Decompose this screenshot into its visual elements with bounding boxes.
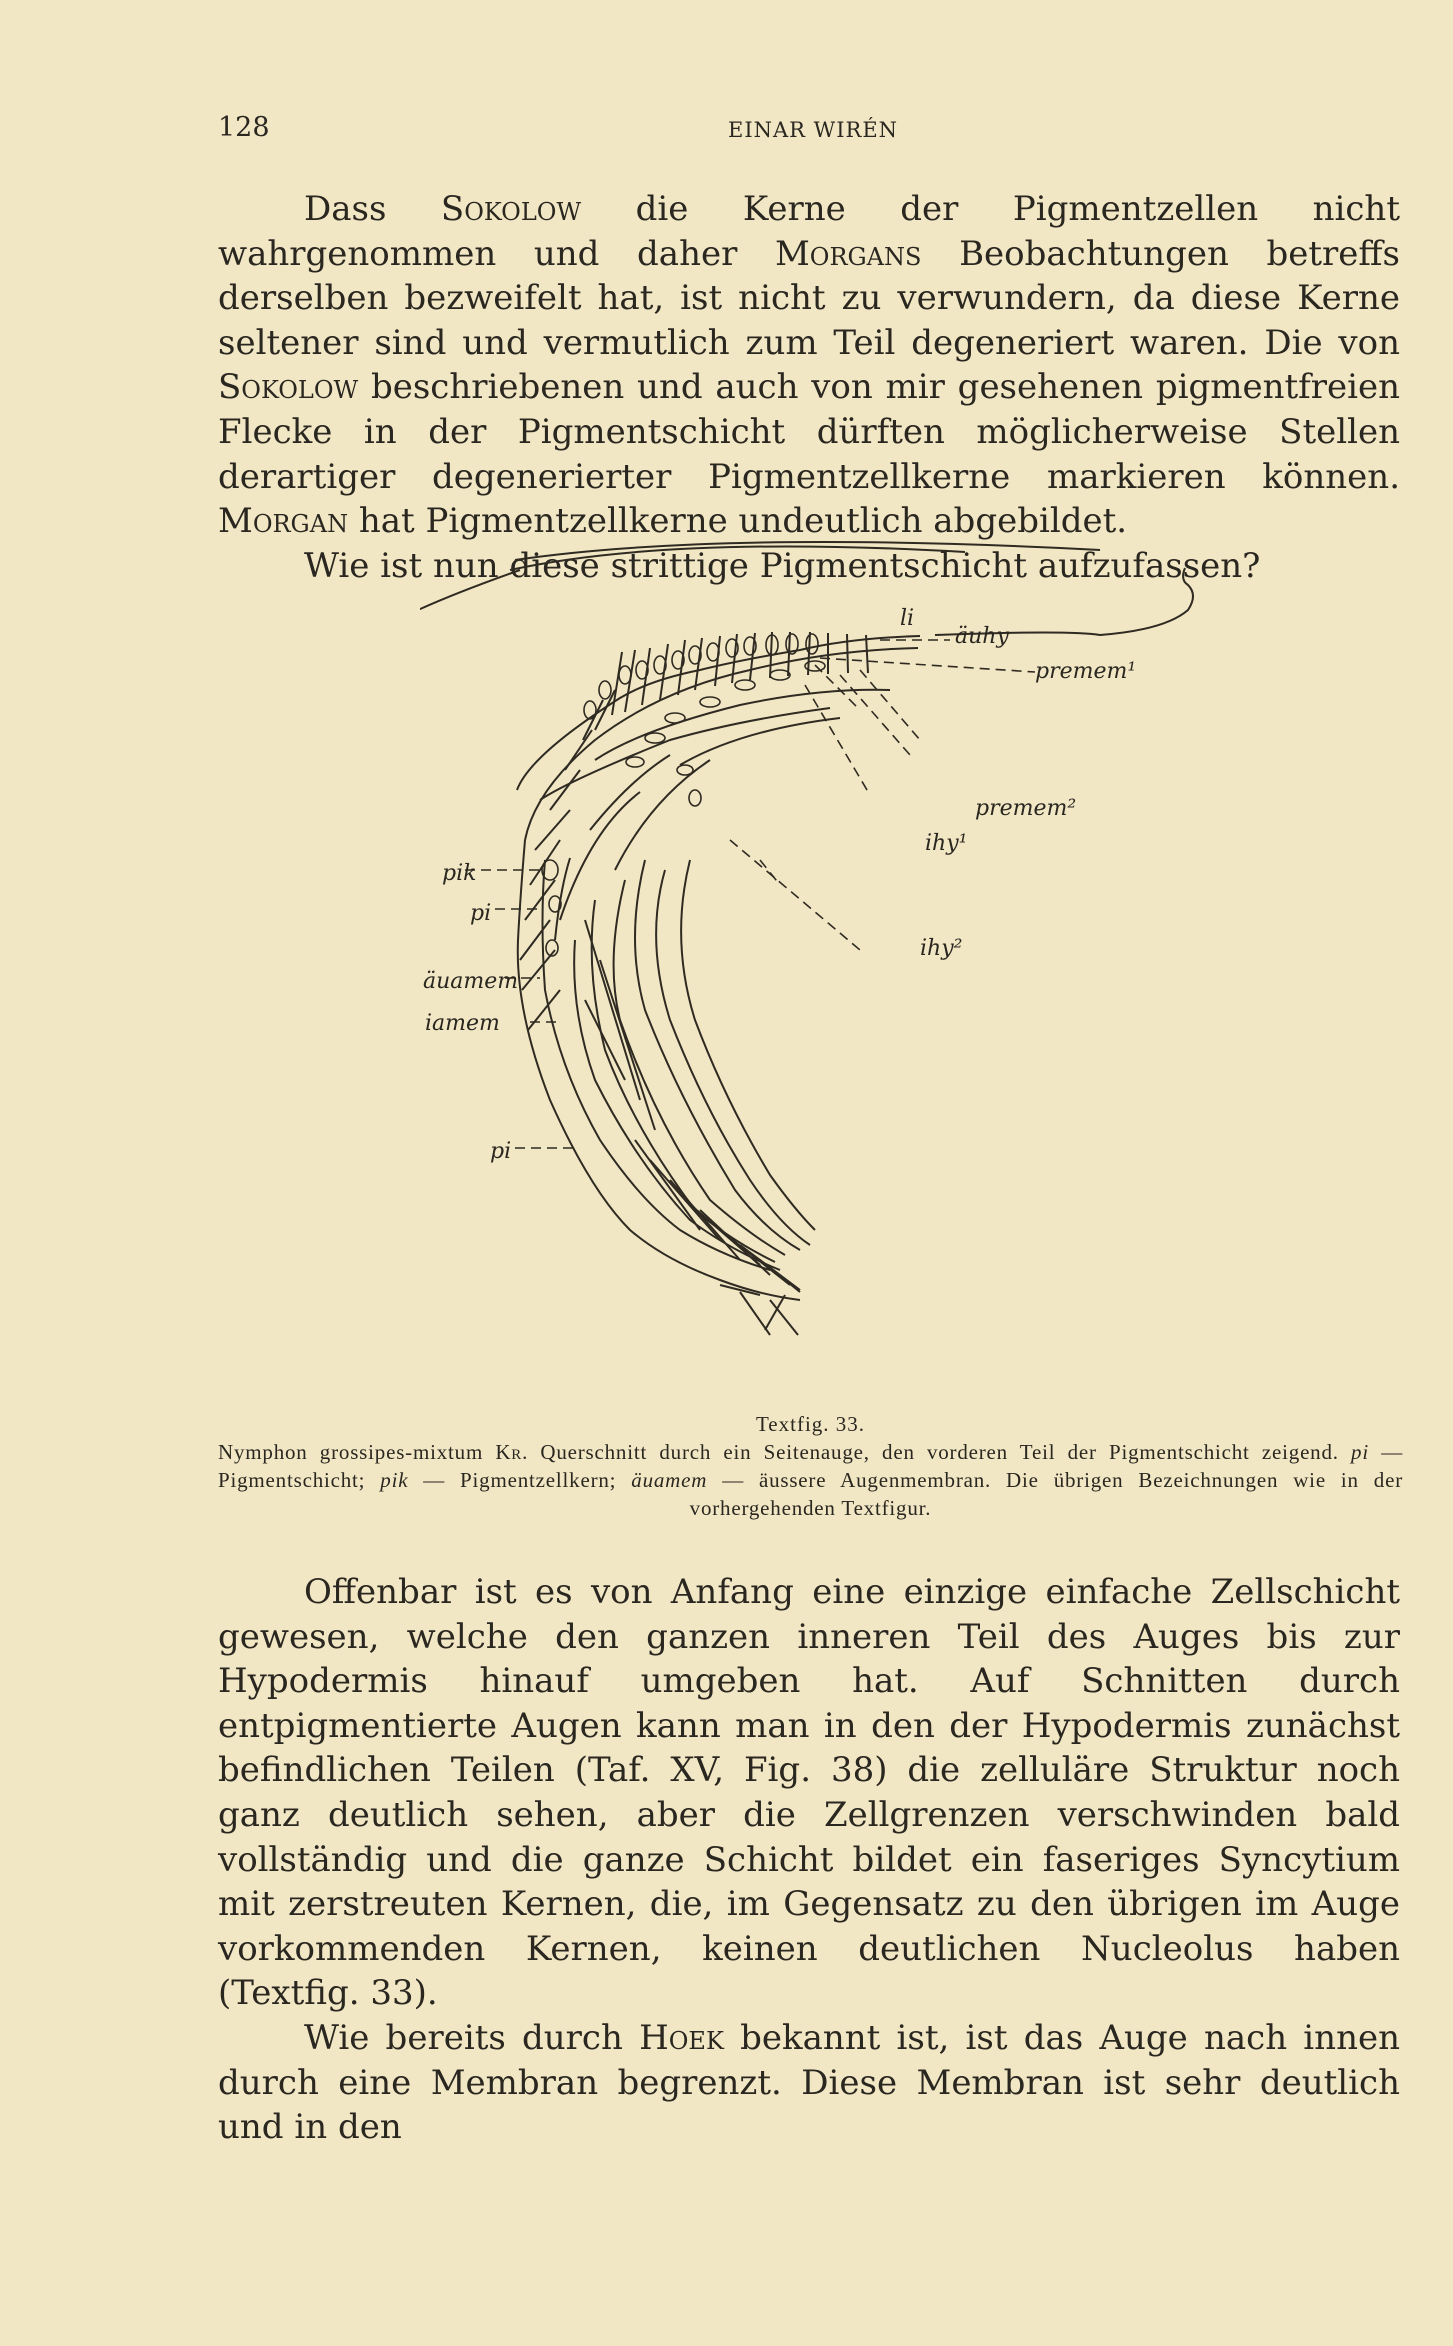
- label-ihy1: ihy¹: [925, 831, 968, 856]
- label-auamem: äuamem: [423, 969, 519, 994]
- author-name: Morgans: [774, 233, 922, 274]
- paragraph-2: Wie ist nun diese strittige Pigmentschicht aufzufassen?: [304, 545, 1261, 586]
- label-iamem: iamem: [425, 1011, 500, 1036]
- outer-curve-2: [510, 546, 965, 570]
- running-head: EINAR WIRÉN: [728, 118, 899, 142]
- author-name: Sokolow: [440, 189, 582, 229]
- paragraph-4: Wie bereits durch Hoek bekannt ist, ist das Auge nach innen durch eine Membran begrenzt. Diese Membran ist sehr deutlich und in den: [218, 2017, 1400, 2148]
- page-header: [218, 112, 1343, 152]
- paragraph-1: Dass Sokolow die Kerne der Pigmentzellen nicht wahrgenommen und daher Morgans Beobachtungen betreffs derselben bezweifelt hat, ist nicht zu verwundern, da diese Kerne seltener sind und vermutlich zum Teil degeneriert waren. Die von Sokolow beschriebenen und auch von mir gesehenen pigmentfreien Flecke in der Pigmentschicht dürften möglicherweise Stellen derartiger degenerierter Pigmentzellkerne markieren können. Morgan hat Pigmentzellkerne undeutlich abgebildet.: [218, 189, 1400, 542]
- label-li: li: [900, 606, 915, 631]
- label-pi-lower: pi: [490, 1139, 512, 1164]
- author-name: Sokolow: [218, 367, 359, 408]
- text-block-top: [218, 187, 1400, 588]
- figure-drawing: [420, 540, 1220, 1380]
- figure-caption: [218, 1410, 1403, 1522]
- outer-curve: [515, 542, 1100, 560]
- caption-title: Textfig. 33.: [755, 1412, 866, 1436]
- label-pi-upper: pi: [470, 901, 492, 926]
- label-auhy: äuhy: [955, 624, 1009, 649]
- author-name: Hoek: [639, 2017, 724, 2058]
- label-premem2: premem²: [975, 796, 1077, 821]
- figure-eye-section: [420, 540, 1220, 1380]
- author-name: Morgan: [218, 501, 349, 542]
- text-block-bottom: [218, 1570, 1400, 2150]
- label-pik: pik: [442, 861, 477, 886]
- label-ihy2: ihy²: [920, 936, 963, 961]
- caption-body: Nymphon grossipes-mixtum Kr. Querschnitt durch ein Seitenauge, den vorderen Teil der Pigmentschicht zeigend. pi — Pigmentschicht; pik — Pigmentzellkern; äuamem — äussere Augenmembran. Die übrigen Bezeichnungen wie in der vorhergehenden Textfigur.: [218, 1440, 1403, 1520]
- page-number: 128: [218, 112, 270, 143]
- label-premem1: premem¹: [1035, 659, 1137, 684]
- paragraph-3: Offenbar ist es von Anfang eine einzige einfache Zellschicht gewesen, welche den ganzen inneren Teil des Auges bis zur Hypodermis hinauf umgeben hat. Auf Schnitten durch entpigmentierte Augen kann man in den der Hypodermis zunächst befindlichen Teilen (Taf. XV, Fig. 38) die zelluläre Struktur noch ganz deutlich sehen, aber die Zellgrenzen verschwinden bald vollständig und die ganze Schicht bildet ein faseriges Syncytium mit zerstreuten Kernen, die, im Gegensatz zu den übrigen im Auge vorkommenden Kernen, keinen deutlichen Nucleolus haben (Textfig. 33).: [218, 1572, 1400, 2014]
